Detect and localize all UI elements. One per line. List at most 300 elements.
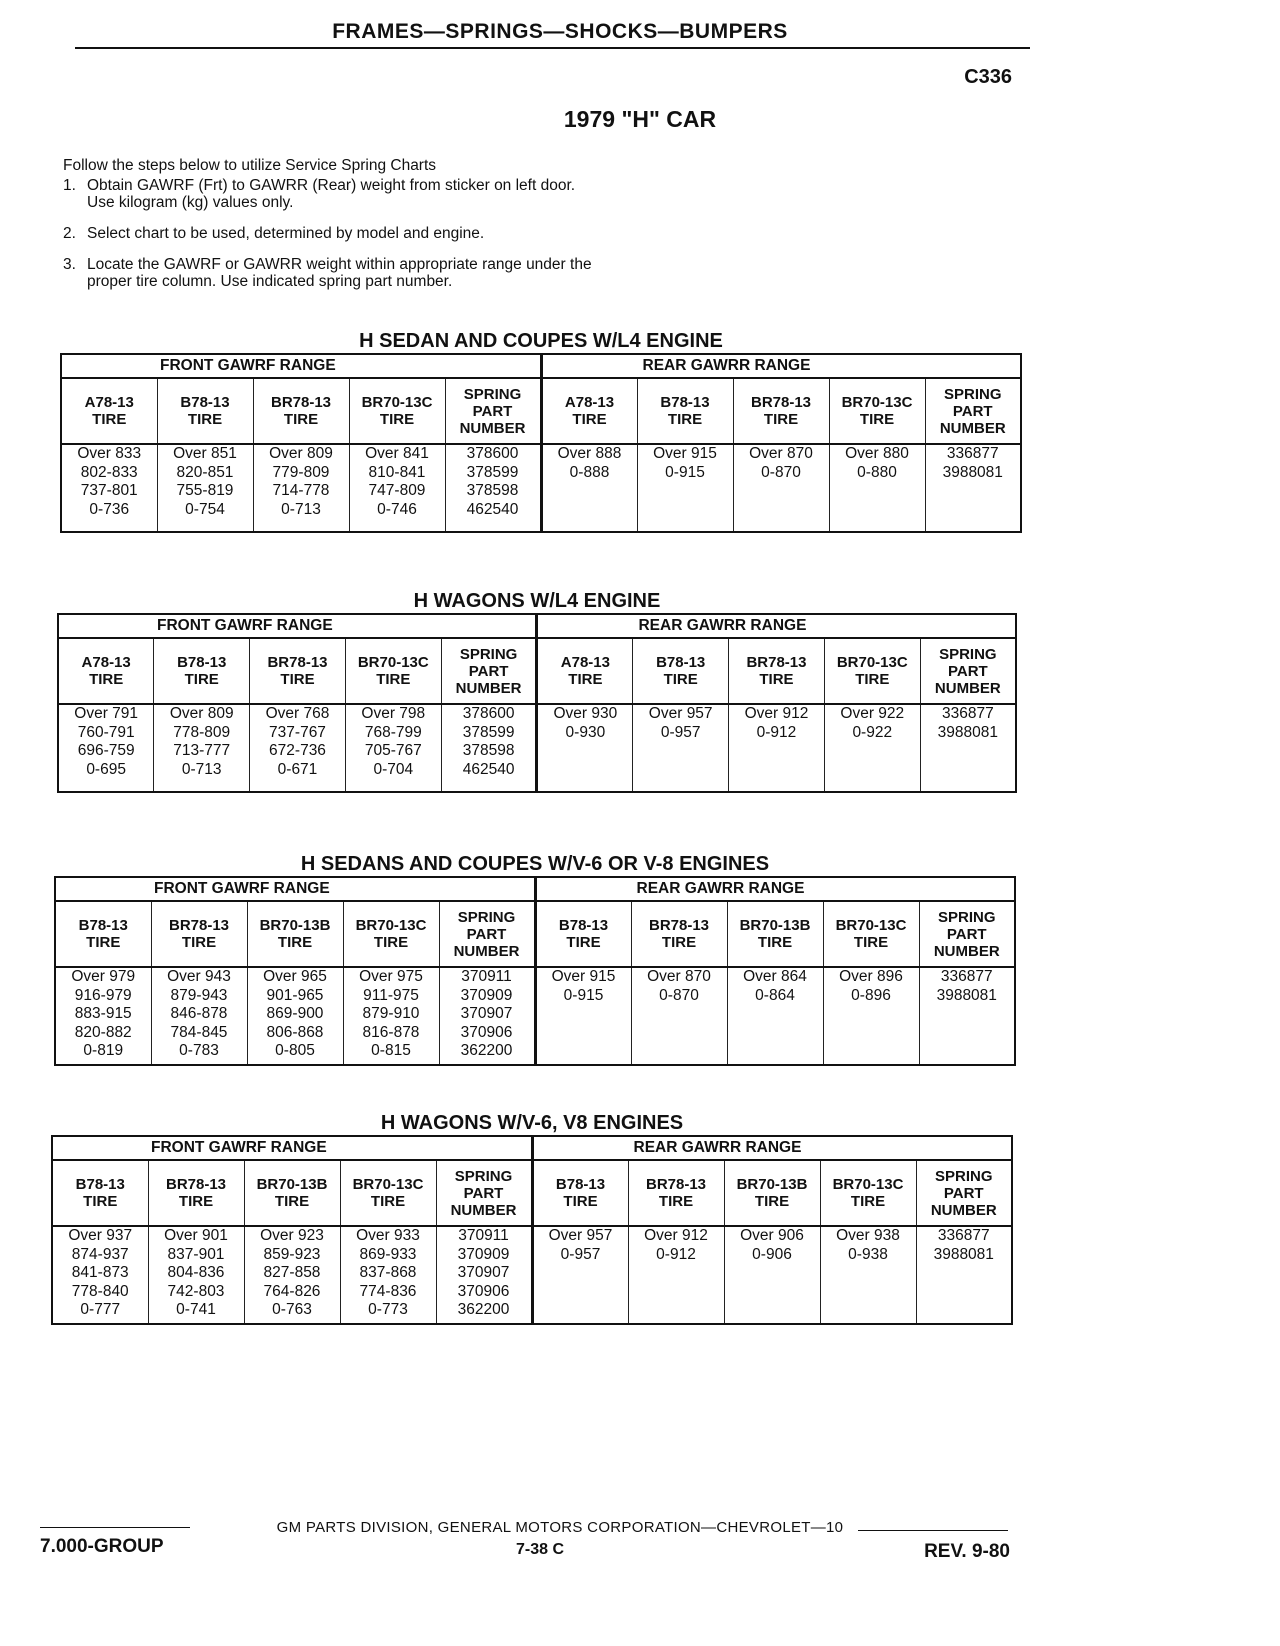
step-number: 2. (63, 225, 76, 242)
table-cell: Over 938 (836, 1227, 900, 1244)
table-cell: 0-915 (665, 463, 705, 481)
column-header-line: NUMBER (459, 419, 526, 437)
rear-range-header: REAR GAWRR RANGE (532, 1136, 1012, 1160)
rear-column-header (733, 378, 829, 444)
rear-value-column (820, 1226, 916, 1324)
front-column-header (250, 638, 346, 704)
column-header-line: BR78-13 (648, 917, 710, 934)
step-line: proper tire column. Use indicated spring part number. (87, 273, 453, 290)
column-header-line: B78-13 (180, 394, 230, 411)
column-header-line: B78-13 (177, 654, 227, 671)
table-cell: Over 864 (743, 968, 807, 985)
table-cell: Over 937 (68, 1227, 133, 1244)
table-cell: 883-915 (74, 1005, 132, 1022)
column-header-line: SPRING (459, 645, 518, 663)
column-header-line: TIRE (568, 671, 603, 688)
step-line: Locate the GAWRF or GAWRR weight within appropriate range under the (87, 256, 592, 273)
front-value-column (253, 444, 349, 532)
column-header-line: NUMBER (939, 419, 1006, 437)
table-cell: 764-826 (263, 1282, 321, 1300)
front-column-header (349, 378, 445, 444)
front-value-column (343, 967, 439, 1065)
column-header-line: TIRE (855, 671, 890, 688)
rear-column-header (631, 901, 727, 967)
table-cell: Over 870 (749, 445, 813, 462)
rear-column-header (727, 901, 823, 967)
front-value-column (345, 704, 441, 792)
table-cell: 820-882 (74, 1023, 132, 1041)
column-header-line: TIRE (859, 411, 895, 428)
table-cell: 370911 (461, 968, 512, 985)
table-cell: 0-704 (373, 760, 414, 778)
front-value-column (61, 444, 157, 532)
table-cell: Over 870 (647, 968, 711, 985)
rear-value-column (829, 444, 925, 532)
table-cell: 696-759 (77, 742, 135, 759)
table-cell: 0-773 (368, 1301, 408, 1318)
front-value-column (52, 1226, 148, 1324)
table-cell: 755-819 (176, 482, 234, 499)
spring-chart-section (54, 853, 1016, 1066)
table-cell: 874-937 (71, 1245, 129, 1263)
rear-column-header (541, 378, 637, 444)
table-cell: 0-713 (281, 500, 321, 518)
chart-title: H SEDANS AND COUPES W/V-6 OR V-8 ENGINES (300, 853, 770, 875)
rear-value-column (916, 1226, 1012, 1324)
table-cell: 3988081 (937, 723, 998, 741)
table-cell: 3988081 (933, 1245, 994, 1263)
table-cell: Over 841 (365, 445, 429, 462)
column-header-line: SPRING (454, 1167, 513, 1185)
front-column-header (439, 901, 535, 967)
column-header-line: SPRING (934, 1167, 993, 1185)
front-column-header (436, 1160, 532, 1226)
table-cell: 0-864 (755, 986, 795, 1004)
table-cell: 859-923 (263, 1245, 321, 1263)
rear-value-column (724, 1226, 820, 1324)
column-header-line: TIRE (763, 411, 799, 428)
table-cell: 774-836 (359, 1282, 417, 1300)
table-cell: Over 809 (169, 705, 234, 722)
table-cell: Over 957 (548, 1227, 613, 1244)
table-cell: 378598 (462, 742, 515, 759)
table-cell: Over 768 (265, 705, 330, 722)
table-cell: Over 915 (653, 445, 717, 462)
table-cell: Over 933 (356, 1227, 420, 1244)
column-header-line: BR70-13C (841, 394, 913, 411)
column-header-line: TIRE (274, 1193, 310, 1210)
column-header-line: BR70-13B (259, 917, 331, 934)
table-cell: 837-901 (167, 1245, 225, 1263)
header-rule (75, 47, 1030, 49)
table-cell: Over 851 (173, 445, 237, 462)
front-column-header (157, 378, 253, 444)
front-column-header (247, 901, 343, 967)
table-cell: 0-763 (272, 1301, 312, 1318)
spring-chart-section (51, 1112, 1013, 1325)
column-header-line: TIRE (663, 671, 698, 688)
chart-title: H SEDAN AND COUPES W/L4 ENGINE (359, 330, 723, 352)
front-column-header (340, 1160, 436, 1226)
spring-chart-table (60, 353, 1022, 533)
rear-range-header: REAR GAWRR RANGE (535, 877, 1015, 901)
column-header-line: SPRING (457, 908, 516, 926)
rear-column-header (824, 638, 920, 704)
front-value-column (250, 704, 346, 792)
table-cell: Over 906 (740, 1227, 804, 1244)
table-cell: 0-896 (851, 986, 891, 1004)
table-cell: 378600 (462, 705, 515, 722)
column-header-line: TIRE (379, 411, 415, 428)
instruction-step-3 (63, 256, 763, 290)
front-value-column (436, 1226, 532, 1324)
spring-chart-table (51, 1135, 1013, 1325)
table-cell: 760-791 (77, 723, 135, 741)
table-cell: 462540 (466, 500, 519, 518)
table-cell: 802-833 (80, 463, 138, 481)
front-value-column (58, 704, 154, 792)
rear-value-column (823, 967, 919, 1065)
page-code: C336 (964, 66, 1012, 88)
column-header-line: BR70-13B (736, 1176, 808, 1193)
rear-column-header (637, 378, 733, 444)
table-cell: 778-840 (71, 1282, 129, 1300)
table-cell: Over 979 (71, 968, 136, 985)
column-header-line: PART (946, 925, 987, 943)
front-value-column (244, 1226, 340, 1324)
front-value-column (439, 967, 535, 1065)
table-cell: 672-736 (269, 742, 326, 759)
table-cell: 804-836 (167, 1264, 225, 1281)
table-cell: 820-851 (176, 463, 234, 481)
rear-column-header (628, 1160, 724, 1226)
table-cell: 869-900 (266, 1005, 324, 1022)
table-cell: 841-873 (71, 1264, 129, 1281)
table-cell: Over 880 (845, 445, 909, 462)
table-cell: Over 957 (648, 705, 713, 722)
table-cell: 737-767 (269, 723, 326, 741)
footer-publisher: GM PARTS DIVISION, GENERAL MOTORS CORPORATION—CHEVROLET—10 (276, 1519, 844, 1536)
table-cell: 462540 (462, 760, 515, 778)
table-cell: Over 965 (263, 968, 327, 985)
page-header-title: FRAMES—SPRINGS—SHOCKS—BUMPERS (332, 20, 788, 43)
column-header-line: TIRE (572, 411, 607, 428)
table-cell: Over 922 (840, 705, 905, 722)
table-cell: Over 912 (644, 1227, 708, 1244)
table-cell: Over 930 (553, 705, 618, 722)
column-header-line: PART (943, 1184, 984, 1202)
front-range-header: FRONT GAWRF RANGE (55, 877, 535, 901)
column-header-line: TIRE (754, 1193, 790, 1210)
rear-value-column (633, 704, 729, 792)
column-header-line: BR70-13B (739, 917, 811, 934)
column-header-line: TIRE (280, 671, 315, 688)
column-header-line: NUMBER (450, 1201, 517, 1219)
table-cell: 0-915 (563, 986, 604, 1004)
rear-column-header (633, 638, 729, 704)
step-line: Obtain GAWRF (Frt) to GAWRR (Rear) weight from sticker on left door. (87, 177, 576, 194)
column-header-line: TIRE (376, 671, 411, 688)
table-cell: Over 896 (839, 968, 903, 985)
column-header-line: NUMBER (455, 679, 522, 697)
table-cell: 336877 (946, 445, 999, 462)
rear-range-header: REAR GAWRR RANGE (537, 614, 1016, 638)
front-column-header (61, 378, 157, 444)
table-cell: 362200 (460, 1042, 513, 1059)
column-header-line: TIRE (92, 411, 127, 428)
footer-revision: REV. 9-80 (924, 1541, 1010, 1562)
front-value-column (349, 444, 445, 532)
column-header-line: BR78-13 (165, 1176, 227, 1193)
table-cell: 0-746 (377, 500, 417, 518)
rear-value-column (628, 1226, 724, 1324)
column-header-line: PART (463, 1184, 504, 1202)
front-value-column (445, 444, 541, 532)
table-cell: 0-930 (565, 723, 606, 741)
front-value-column (441, 704, 537, 792)
rear-value-column (919, 967, 1015, 1065)
table-cell: 0-695 (86, 760, 126, 778)
rear-column-header (916, 1160, 1012, 1226)
rear-column-header (919, 901, 1015, 967)
rear-column-header (820, 1160, 916, 1226)
table-cell: 336877 (937, 1227, 990, 1244)
table-cell: 747-809 (368, 482, 426, 499)
column-header-line: TIRE (373, 934, 409, 951)
instruction-step-2 (63, 225, 763, 242)
front-column-header (345, 638, 441, 704)
column-header-line: NUMBER (933, 942, 1000, 960)
rear-column-header (537, 638, 633, 704)
table-cell: 869-933 (359, 1245, 417, 1263)
column-header-line: TIRE (757, 934, 793, 951)
column-header-line: SPRING (943, 385, 1002, 403)
table-cell: 370906 (457, 1282, 510, 1300)
column-header-line: PART (952, 402, 993, 420)
table-cell: 806-868 (266, 1023, 324, 1041)
table-cell: 370907 (457, 1264, 510, 1281)
table-cell: 0-880 (857, 463, 897, 481)
column-header-line: BR78-13 (746, 654, 807, 671)
column-header-line: TIRE (184, 671, 219, 688)
column-header-line: B78-13 (75, 1176, 125, 1193)
rear-value-column (733, 444, 829, 532)
column-header-line: B78-13 (558, 917, 609, 934)
table-cell: Over 923 (260, 1227, 324, 1244)
footer-page-number: 7-38 C (515, 1541, 565, 1558)
chart-title: H WAGONS W/L4 ENGINE (413, 590, 661, 612)
column-header-line: BR78-13 (750, 394, 812, 411)
table-cell: 0-906 (752, 1245, 792, 1263)
table-cell: 3988081 (942, 463, 1003, 481)
table-cell: 0-754 (185, 500, 225, 518)
rear-column-header (829, 378, 925, 444)
table-cell: Over 791 (74, 705, 139, 722)
column-header-line: NUMBER (930, 1201, 997, 1219)
table-cell: 705-767 (364, 742, 422, 759)
front-column-header (58, 638, 154, 704)
rear-column-header (535, 901, 631, 967)
table-cell: 0-819 (83, 1042, 124, 1059)
table-cell: Over 912 (744, 705, 809, 722)
table-cell: 370906 (460, 1023, 513, 1041)
footer-rule-right (858, 1530, 1008, 1531)
front-column-header (55, 901, 151, 967)
table-cell: 0-741 (176, 1301, 216, 1318)
column-header-line: BR70-13C (355, 917, 427, 934)
rear-column-header (920, 638, 1016, 704)
step-line: Select chart to be used, determined by model and engine. (87, 225, 485, 242)
rear-value-column (729, 704, 825, 792)
column-header-line: TIRE (277, 934, 313, 951)
table-cell: 0-888 (569, 463, 610, 481)
column-header-line: BR78-13 (645, 1176, 707, 1193)
column-header-line: B78-13 (78, 917, 128, 934)
table-cell: 768-799 (364, 723, 422, 741)
rear-value-column (727, 967, 823, 1065)
front-column-header (343, 901, 439, 967)
rear-range-header: REAR GAWRR RANGE (541, 354, 1021, 378)
front-column-header (253, 378, 349, 444)
table-cell: 0-805 (275, 1042, 315, 1059)
table-cell: 0-815 (371, 1042, 411, 1059)
column-header-line: TIRE (563, 1193, 598, 1210)
rear-value-column (631, 967, 727, 1065)
table-cell: 816-878 (362, 1023, 420, 1041)
table-cell: 378599 (466, 463, 519, 481)
front-value-column (247, 967, 343, 1065)
table-cell: 0-922 (852, 723, 893, 741)
table-cell: 0-938 (848, 1245, 888, 1263)
table-cell: 901-965 (266, 986, 324, 1004)
column-header-line: SPRING (939, 645, 997, 663)
rear-value-column (537, 704, 633, 792)
table-cell: 784-845 (170, 1023, 228, 1041)
table-cell: 336877 (941, 705, 994, 722)
footer-group: 7.000-GROUP (40, 1536, 164, 1557)
table-cell: Over 798 (361, 705, 426, 722)
column-header-line: SPRING (937, 908, 996, 926)
table-cell: 3988081 (936, 986, 997, 1004)
front-column-header (151, 901, 247, 967)
front-value-column (148, 1226, 244, 1324)
car-title: 1979 "H" CAR (563, 106, 717, 132)
rear-column-header (724, 1160, 820, 1226)
chart-title: H WAGONS W/V-6, V8 ENGINES (380, 1112, 684, 1134)
column-header-line: B78-13 (555, 1176, 606, 1193)
front-value-column (151, 967, 247, 1065)
table-cell: 0-912 (656, 1245, 696, 1263)
table-cell: 370907 (460, 1005, 513, 1022)
column-header-line: TIRE (181, 934, 217, 951)
spring-chart-table (57, 613, 1017, 793)
column-header-line: BR70-13C (352, 1176, 424, 1193)
table-cell: 810-841 (368, 463, 426, 481)
column-header-line: BR78-13 (168, 917, 230, 934)
rear-value-column (535, 967, 631, 1065)
rear-column-header (925, 378, 1021, 444)
rear-value-column (824, 704, 920, 792)
table-cell: 362200 (457, 1301, 510, 1318)
table-cell: 370909 (457, 1245, 510, 1263)
column-header-line: B78-13 (656, 654, 706, 671)
column-header-line: PART (466, 925, 507, 943)
front-column-header (441, 638, 537, 704)
front-column-header (244, 1160, 340, 1226)
front-column-header (445, 378, 541, 444)
column-header-line: A78-13 (84, 394, 134, 411)
rear-value-column (532, 1226, 628, 1324)
front-range-header: FRONT GAWRF RANGE (61, 354, 541, 378)
table-cell: 378600 (466, 445, 519, 462)
front-column-header (148, 1160, 244, 1226)
column-header-line: BR70-13C (361, 394, 433, 411)
table-cell: Over 833 (77, 445, 142, 462)
table-cell: 0-870 (761, 463, 801, 481)
step-number: 3. (63, 256, 76, 273)
column-header-line: PART (947, 662, 988, 680)
spring-chart-section (57, 590, 1017, 793)
table-cell: Over 888 (557, 445, 622, 462)
column-header-line: TIRE (661, 934, 697, 951)
rear-value-column (920, 704, 1016, 792)
column-header-line: A78-13 (81, 654, 131, 671)
table-cell: 879-910 (362, 1005, 420, 1022)
column-header-line: TIRE (658, 1193, 694, 1210)
rear-column-header (729, 638, 825, 704)
table-cell: 911-975 (363, 986, 419, 1004)
column-header-line: TIRE (187, 411, 223, 428)
table-cell: 0-912 (756, 723, 797, 741)
table-cell: 370911 (458, 1227, 509, 1244)
table-cell: Over 901 (164, 1227, 228, 1244)
column-header-line: TIRE (850, 1193, 886, 1210)
table-cell: 779-809 (272, 463, 330, 481)
spring-chart-section (60, 330, 1022, 533)
front-value-column (157, 444, 253, 532)
column-header-line: BR70-13C (836, 654, 908, 671)
table-cell: 837-868 (359, 1264, 417, 1281)
column-header-line: NUMBER (934, 679, 1001, 697)
spring-chart-table (54, 876, 1016, 1066)
table-cell: 0-736 (89, 500, 130, 518)
column-header-line: TIRE (283, 411, 319, 428)
front-column-header (154, 638, 250, 704)
table-cell: 879-943 (170, 986, 228, 1004)
instruction-step-1 (63, 177, 763, 211)
column-header-line: TIRE (853, 934, 889, 951)
table-cell: 0-777 (80, 1301, 121, 1318)
column-header-line: B78-13 (660, 394, 710, 411)
step-line: Use kilogram (kg) values only. (87, 194, 294, 211)
table-cell: Over 943 (167, 968, 231, 985)
table-cell: Over 809 (269, 445, 333, 462)
column-header-line: PART (468, 662, 509, 680)
column-header-line: TIRE (89, 671, 124, 688)
rear-column-header (532, 1160, 628, 1226)
column-header-line: NUMBER (453, 942, 520, 960)
column-header-line: TIRE (667, 411, 703, 428)
instructions (63, 157, 763, 290)
column-header-line: TIRE (83, 1193, 118, 1210)
column-header-line: A78-13 (564, 394, 615, 411)
front-value-column (340, 1226, 436, 1324)
table-cell: 378598 (466, 482, 519, 499)
table-cell: 737-801 (80, 482, 138, 499)
table-cell: 370909 (460, 986, 513, 1004)
rear-value-column (637, 444, 733, 532)
front-value-column (154, 704, 250, 792)
